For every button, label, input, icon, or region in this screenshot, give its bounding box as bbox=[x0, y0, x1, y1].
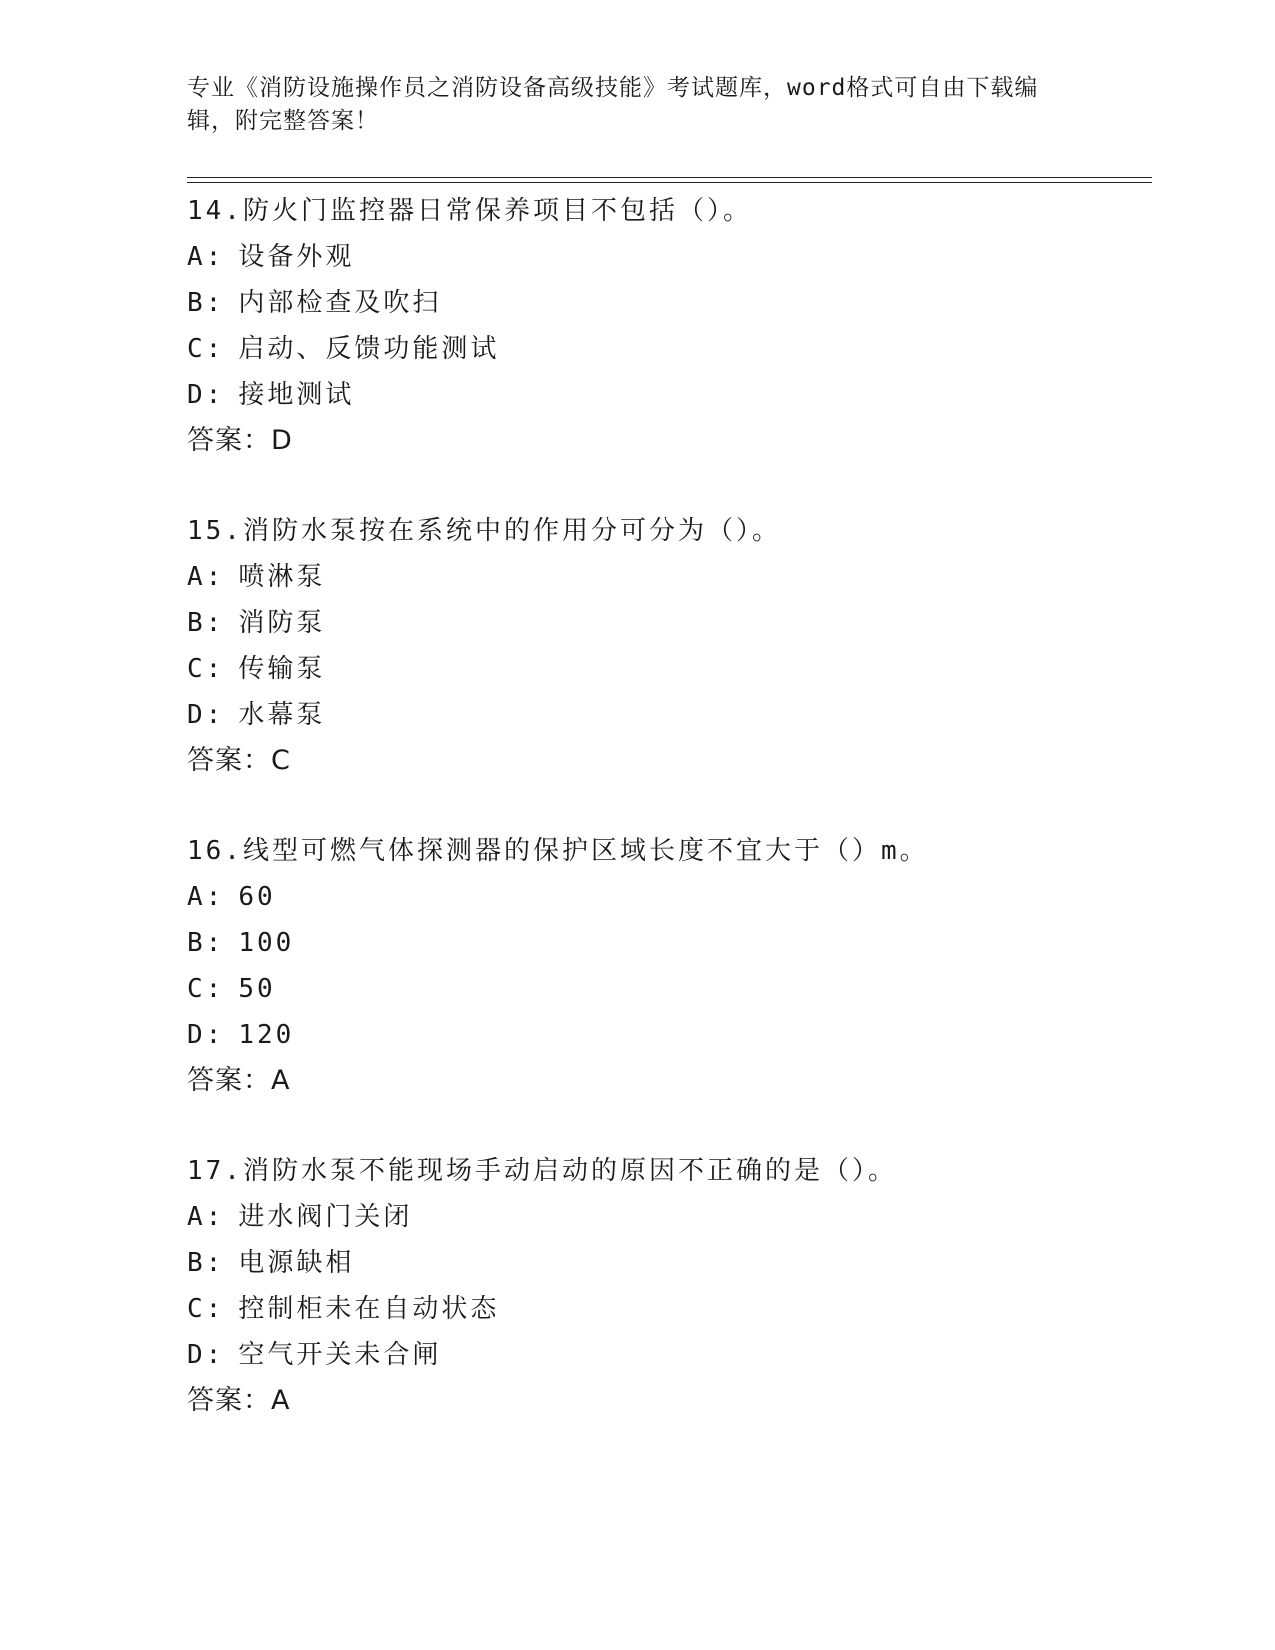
option-c bbox=[187, 966, 1147, 1012]
option-c bbox=[187, 326, 1147, 372]
question-17 bbox=[187, 1148, 1147, 1424]
option-text: 控制柜未在自动状态 bbox=[238, 1294, 500, 1324]
question-stem: 15.消防水泵按在系统中的作用分可分为（）。 bbox=[187, 516, 781, 546]
header-line-2: 辑，附完整答案！ bbox=[187, 108, 379, 134]
question-stem: 17.消防水泵不能现场手动启动的原因不正确的是（）。 bbox=[187, 1156, 897, 1186]
option-text: 空气开关未合闸 bbox=[238, 1340, 442, 1370]
option-text: 接地测试 bbox=[238, 380, 355, 410]
question-15 bbox=[187, 508, 1147, 784]
option-text: 消防泵 bbox=[238, 608, 326, 638]
header-divider-bottom bbox=[187, 182, 1152, 183]
option-text: 120 bbox=[238, 1020, 295, 1050]
option-key: D: bbox=[187, 1020, 225, 1050]
option-b bbox=[187, 600, 1147, 646]
option-key: B: bbox=[187, 288, 225, 318]
option-d bbox=[187, 1012, 1147, 1058]
option-text: 水幕泵 bbox=[238, 700, 326, 730]
option-key: C: bbox=[187, 334, 225, 364]
option-key: B: bbox=[187, 928, 225, 958]
option-key: D: bbox=[187, 380, 225, 410]
option-text: 进水阀门关闭 bbox=[238, 1202, 413, 1232]
option-d bbox=[187, 692, 1147, 738]
option-d bbox=[187, 1332, 1147, 1378]
option-a bbox=[187, 1194, 1147, 1240]
option-b bbox=[187, 1240, 1147, 1286]
option-text: 传输泵 bbox=[238, 654, 326, 684]
question-stem: 16.线型可燃气体探测器的保护区域长度不宜大于（）m。 bbox=[187, 836, 929, 866]
option-c bbox=[187, 646, 1147, 692]
option-key: B: bbox=[187, 608, 225, 638]
option-key: C: bbox=[187, 654, 225, 684]
answer-label: 答案：D bbox=[187, 425, 293, 456]
header-divider-top bbox=[187, 177, 1152, 178]
option-key: B: bbox=[187, 1248, 225, 1278]
option-text: 内部检查及吹扫 bbox=[238, 288, 442, 318]
option-a bbox=[187, 554, 1147, 600]
option-text: 启动、反馈功能测试 bbox=[238, 334, 500, 364]
option-key: A: bbox=[187, 1202, 225, 1232]
header-line-1: 专业《消防设施操作员之消防设备高级技能》考试题库，word格式可自由下载编 bbox=[187, 75, 1039, 101]
option-d bbox=[187, 372, 1147, 418]
option-key: C: bbox=[187, 974, 225, 1004]
option-text: 100 bbox=[238, 928, 295, 958]
option-key: A: bbox=[187, 562, 225, 592]
option-key: D: bbox=[187, 1340, 225, 1370]
question-list bbox=[187, 188, 1147, 1468]
option-text: 设备外观 bbox=[238, 242, 355, 272]
option-text: 电源缺相 bbox=[238, 1248, 355, 1278]
question-16 bbox=[187, 828, 1147, 1104]
question-stem: 14.防火门监控器日常保养项目不包括（）。 bbox=[187, 196, 752, 226]
option-key: C: bbox=[187, 1294, 225, 1324]
option-b bbox=[187, 280, 1147, 326]
option-key: D: bbox=[187, 700, 225, 730]
answer-label: 答案：C bbox=[187, 745, 291, 776]
option-a bbox=[187, 874, 1147, 920]
option-key: A: bbox=[187, 882, 225, 912]
option-c bbox=[187, 1286, 1147, 1332]
answer-label: 答案：A bbox=[187, 1385, 291, 1416]
option-text: 60 bbox=[238, 882, 276, 912]
option-text: 喷淋泵 bbox=[238, 562, 326, 592]
question-14 bbox=[187, 188, 1147, 464]
option-a bbox=[187, 234, 1147, 280]
option-key: A: bbox=[187, 242, 225, 272]
answer-label: 答案：A bbox=[187, 1065, 291, 1096]
option-b bbox=[187, 920, 1147, 966]
document-header bbox=[187, 72, 1067, 138]
option-text: 50 bbox=[238, 974, 276, 1004]
